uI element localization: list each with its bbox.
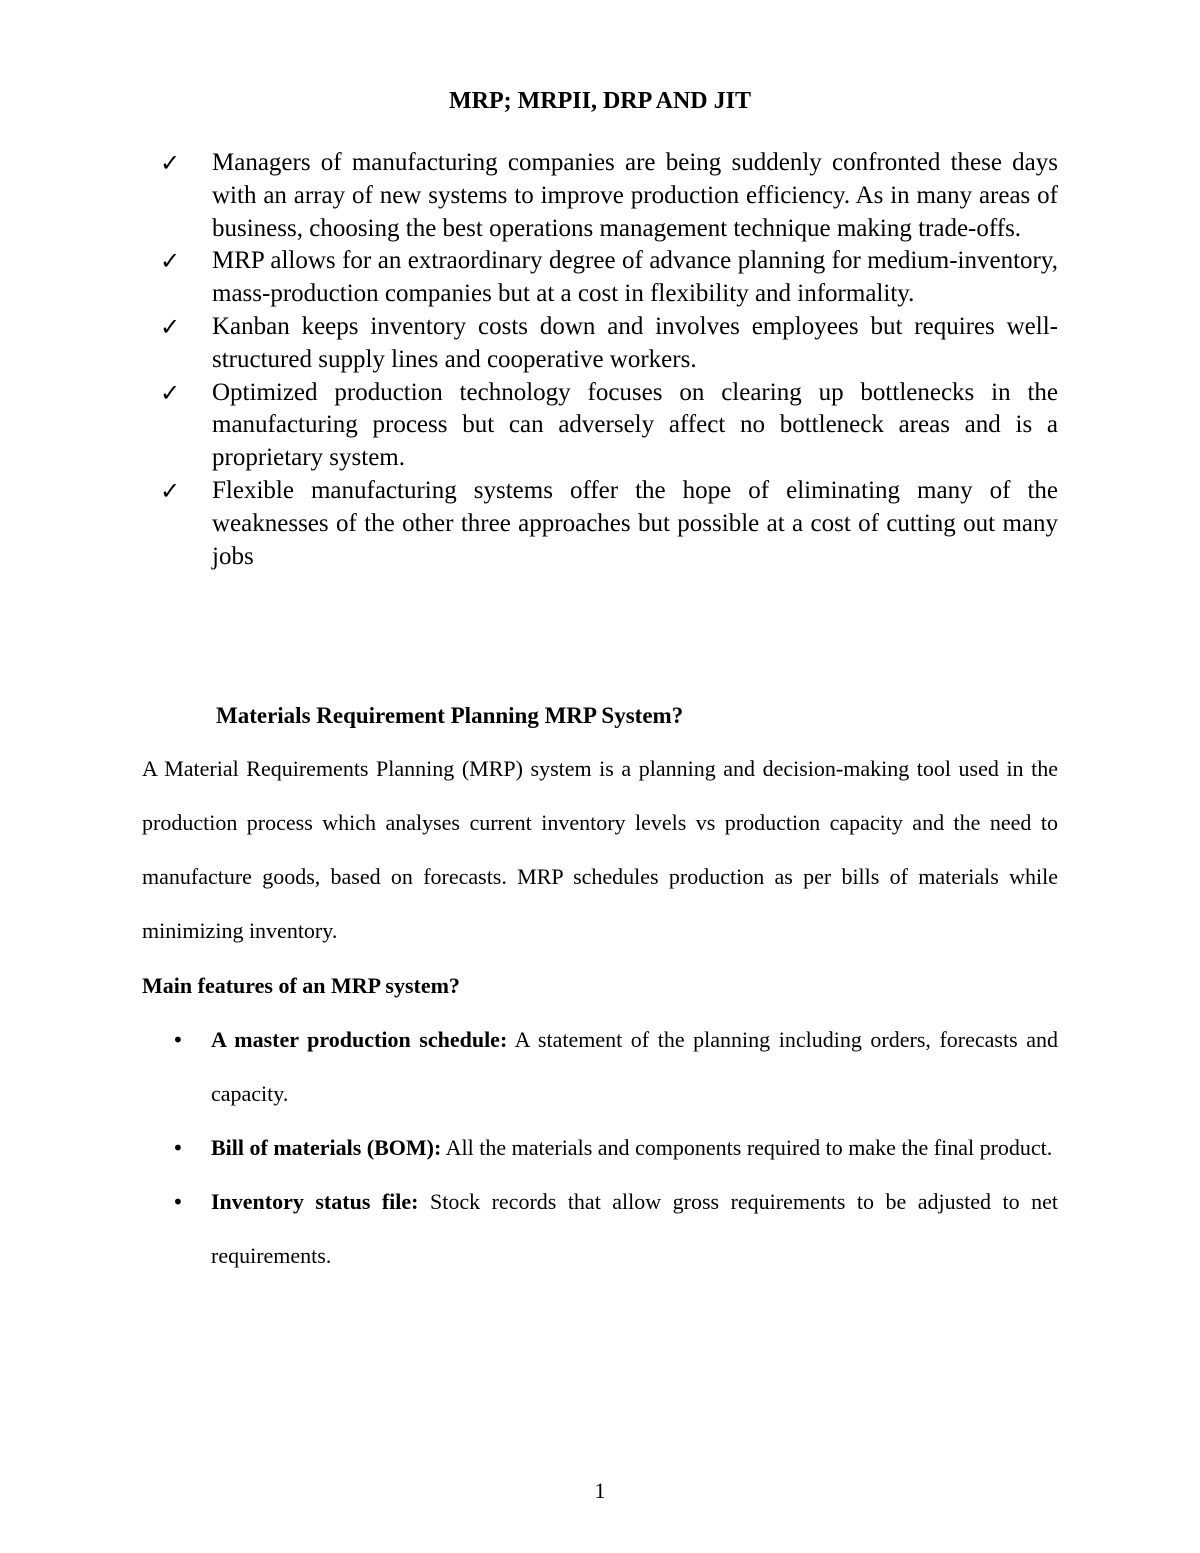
checklist-item-text: Managers of manufacturing companies are being suddenly confronted these days with an array of new systems to improve production efficiency. As in many areas of business, choosing the best operations management technique making trade-offs.: [212, 149, 1058, 242]
body-paragraph: A Material Requirements Planning (MRP) system is a planning and decision-making tool used in the production process which analyses current inventory levels vs production capacity and the need to manufacture goods, based on forecasts. MRP schedules production as per bills of materials while minimizing inventory.: [142, 756, 1058, 943]
bullet-icon: •: [172, 1190, 184, 1214]
feature-description: All the materials and components required to make the final product.: [441, 1135, 1053, 1160]
feature-term: Bill of materials (BOM):: [211, 1135, 442, 1160]
feature-item: [160, 1175, 1058, 1283]
feature-description: A statement of the planning including orders, forecasts and capacity.: [211, 1027, 1059, 1106]
features-heading: Main features of an MRP system?: [142, 973, 460, 998]
checklist-item: [160, 311, 1058, 377]
feature-item: [160, 1121, 1058, 1175]
feature-description: Stock records that allow gross requirements to be adjusted to net requirements.: [211, 1189, 1059, 1268]
bullet-icon: •: [172, 1028, 184, 1052]
checklist-item-text: Kanban keeps inventory costs down and involves employees but requires well-structured supply lines and cooperative workers.: [212, 312, 1058, 373]
checkmark-icon: ✓: [160, 476, 181, 505]
features-list: [160, 1013, 1058, 1283]
checklist-item: [160, 475, 1058, 573]
document-title: MRP; MRPII, DRP AND JIT: [449, 88, 751, 114]
checklist-item: [160, 377, 1058, 475]
bullet-icon: •: [172, 1136, 184, 1160]
checkmark-icon: ✓: [160, 312, 181, 341]
checklist-item: [160, 245, 1058, 311]
checklist-item-text: Optimized production technology focuses on clearing up bottlenecks in the manufacturing process but can adversely affect no bottleneck areas and is a proprietary system.: [212, 378, 1058, 472]
checkmark-icon: ✓: [160, 149, 181, 177]
section-heading: Materials Requirement Planning MRP System?: [216, 703, 684, 728]
feature-term: Inventory status file:: [211, 1189, 419, 1214]
checklist-item-text: MRP allows for an extraordinary degree of advance planning for medium-inventory, mass-production companies but at a cost in flexibility and informality.: [212, 247, 1058, 308]
page-number: 1: [594, 1478, 606, 1503]
checkmark-icon: ✓: [160, 378, 181, 407]
checklist-item-text: Flexible manufacturing systems offer the hope of eliminating many of the weaknesses of the other three approaches but possible at a cost of cutting out many jobs: [212, 476, 1058, 570]
checkmark-icon: ✓: [160, 247, 181, 276]
checklist: [160, 147, 1058, 573]
feature-term: A master production schedule:: [211, 1027, 508, 1052]
checklist-item: [160, 147, 1058, 245]
feature-item: [160, 1013, 1058, 1121]
